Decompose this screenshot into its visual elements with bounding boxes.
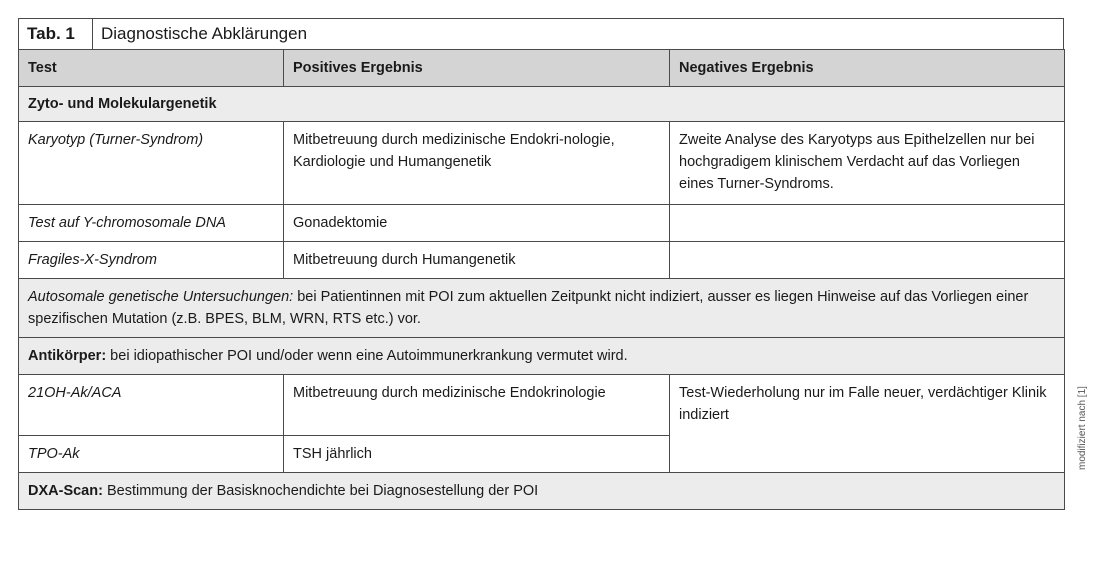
section-row — [19, 87, 1065, 122]
cell-test: 21OH-Ak/ACA — [19, 375, 284, 436]
header-positive: Positives Ergebnis — [284, 50, 670, 87]
note-text: bei idiopathischer POI und/oder wenn eine Autoimmunerkrankung vermutet wird. — [106, 348, 628, 364]
cell-test: TPO-Ak — [19, 436, 284, 473]
source-note: modifiziert nach [1] — [1077, 386, 1088, 470]
section-title: Zyto- und Molekulargenetik — [19, 87, 1065, 122]
header-row — [19, 50, 1065, 87]
diagnostics-table — [18, 49, 1065, 510]
cell-test: Karyotyp (Turner-Syndrom) — [19, 122, 284, 205]
table-row — [19, 242, 1065, 279]
cell-negative: Zweite Analyse des Karyotyps aus Epithelzellen nur bei hochgradigem klinischem Verdacht auf das Vorliegen eines Turner-Syndroms. — [670, 122, 1065, 205]
note-row — [19, 279, 1065, 338]
cell-positive: Gonadektomie — [284, 205, 670, 242]
cell-test: Fragiles-X-Syndrom — [19, 242, 284, 279]
cell-negative: Test-Wiederholung nur im Falle neuer, verdächtiger Klinik indiziert — [670, 375, 1065, 473]
table-title-bar — [18, 18, 1064, 50]
cell-negative — [670, 242, 1065, 279]
note-autosomal — [19, 279, 1065, 338]
table-row — [19, 205, 1065, 242]
cell-negative — [670, 205, 1065, 242]
header-test: Test — [19, 50, 284, 87]
note-label: Antikörper: — [28, 348, 107, 364]
note-antibodies — [19, 338, 1065, 375]
note-label: Autosomale genetische Untersuchungen: — [28, 289, 294, 305]
table-title: Diagnostische Abklärungen — [101, 24, 308, 43]
note-dxa — [19, 473, 1065, 510]
table-row — [19, 122, 1065, 205]
note-row — [19, 338, 1065, 375]
note-label: DXA-Scan: — [28, 483, 103, 499]
header-negative: Negatives Ergebnis — [670, 50, 1065, 87]
cell-positive: TSH jährlich — [284, 436, 670, 473]
note-text: Bestimmung der Basisknochendichte bei Diagnosestellung der POI — [102, 483, 539, 499]
note-row — [19, 473, 1065, 510]
cell-positive: Mitbetreuung durch Humangenetik — [284, 242, 670, 279]
cell-test: Test auf Y-chromosomale DNA — [19, 205, 284, 242]
cell-positive: Mitbetreuung durch medizinische Endokri-nologie, Kardiologie und Humangenetik — [284, 122, 670, 205]
table-number: Tab. 1 — [19, 19, 93, 49]
table-row — [19, 375, 1065, 436]
cell-positive: Mitbetreuung durch medizinische Endokrinologie — [284, 375, 670, 436]
note-text: bei Patientinnen mit POI zum aktuellen Zeitpunkt nicht indiziert, ausser es liegen Hinweise auf das Vorliegen einer spezifischen Mutation (z.B. BPES, BLM, WRN, RTS etc.) vor. — [28, 289, 1029, 327]
